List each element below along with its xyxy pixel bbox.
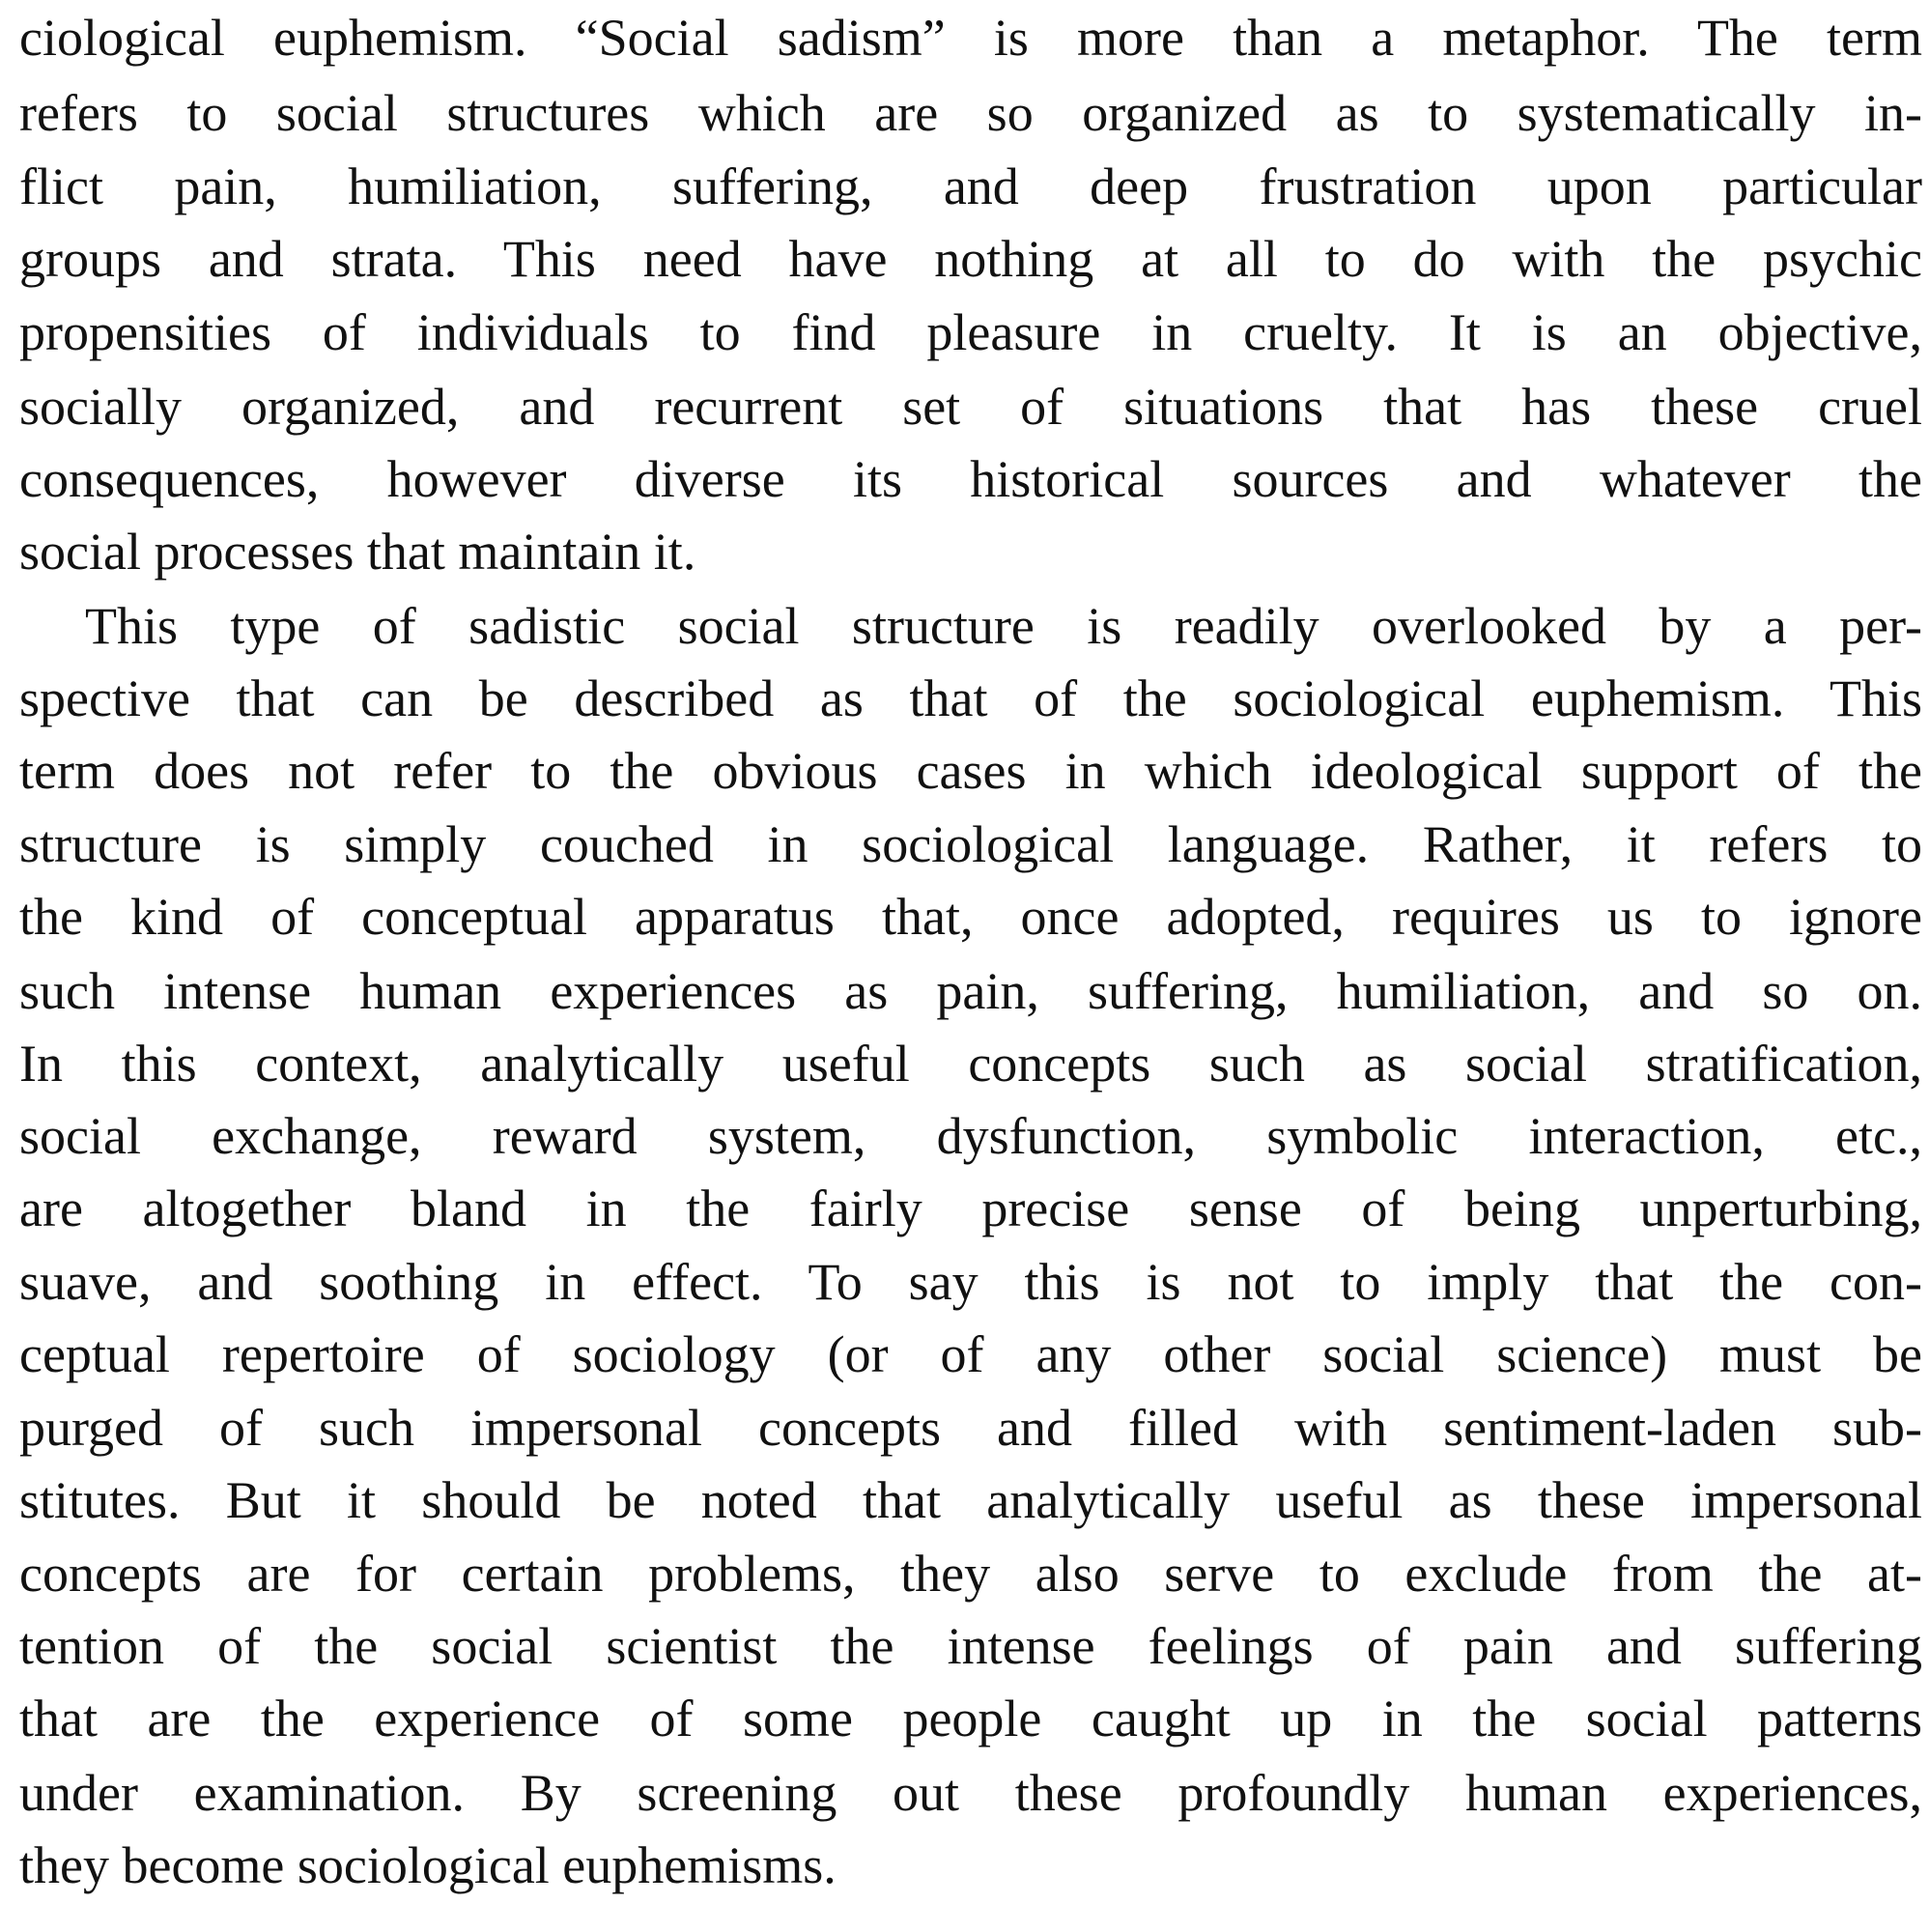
text-line: In this context, analytically useful concepts such as social stratification, [19, 1035, 1922, 1093]
text-line: social processes that maintain it. [19, 523, 696, 581]
text-line: spective that can be described as that of the sociological euphemism. This [19, 669, 1922, 727]
text-line: stitutes. But it should be noted that analytically useful as these impersonal [19, 1471, 1922, 1529]
text-line: the kind of conceptual apparatus that, once adopted, requires us to ignore [19, 888, 1922, 946]
text-line: purged of such impersonal concepts and filled with sentiment-laden sub- [19, 1399, 1922, 1457]
text-line: propensities of individuals to find pleasure in cruelty. It is an objective, [19, 303, 1922, 361]
text-line: structure is simply couched in sociological language. Rather, it refers to [19, 815, 1922, 873]
text-line: consequences, however diverse its historical sources and whatever the [19, 450, 1922, 508]
text-line: refers to social structures which are so organized as to systematically in- [19, 84, 1922, 142]
text-line: tention of the social scientist the intense feelings of pain and suffering [19, 1617, 1922, 1675]
text-line: ciological euphemism. “Social sadism” is more than a metaphor. The term [19, 9, 1922, 67]
text-line: groups and strata. This need have nothing at all to do with the psychic [19, 230, 1922, 288]
text-line: socially organized, and recurrent set of situations that has these cruel [19, 378, 1922, 436]
text-line: term does not refer to the obvious cases in which ideological support of the [19, 742, 1922, 800]
paragraph-first-line: This type of sadistic social structure is readily overlooked by a per- [85, 597, 1922, 655]
text-line: under examination. By screening out these profoundly human experiences, [19, 1764, 1922, 1822]
text-line: that are the experience of some people caught up in the social patterns [19, 1690, 1922, 1747]
text-line: such intense human experiences as pain, suffering, humiliation, and so on. [19, 962, 1922, 1020]
text-line: social exchange, reward system, dysfunction, symbolic interaction, etc., [19, 1107, 1922, 1165]
text-line: they become sociological euphemisms. [19, 1836, 837, 1894]
text-line: ceptual repertoire of sociology (or of any other social science) must be [19, 1325, 1922, 1383]
text-line: flict pain, humiliation, suffering, and deep frustration upon particular [19, 157, 1922, 215]
text-line: are altogether bland in the fairly precise sense of being unperturbing, [19, 1179, 1922, 1237]
text-line: suave, and soothing in effect. To say this is not to imply that the con- [19, 1253, 1922, 1311]
text-line: concepts are for certain problems, they also serve to exclude from the at- [19, 1545, 1922, 1603]
